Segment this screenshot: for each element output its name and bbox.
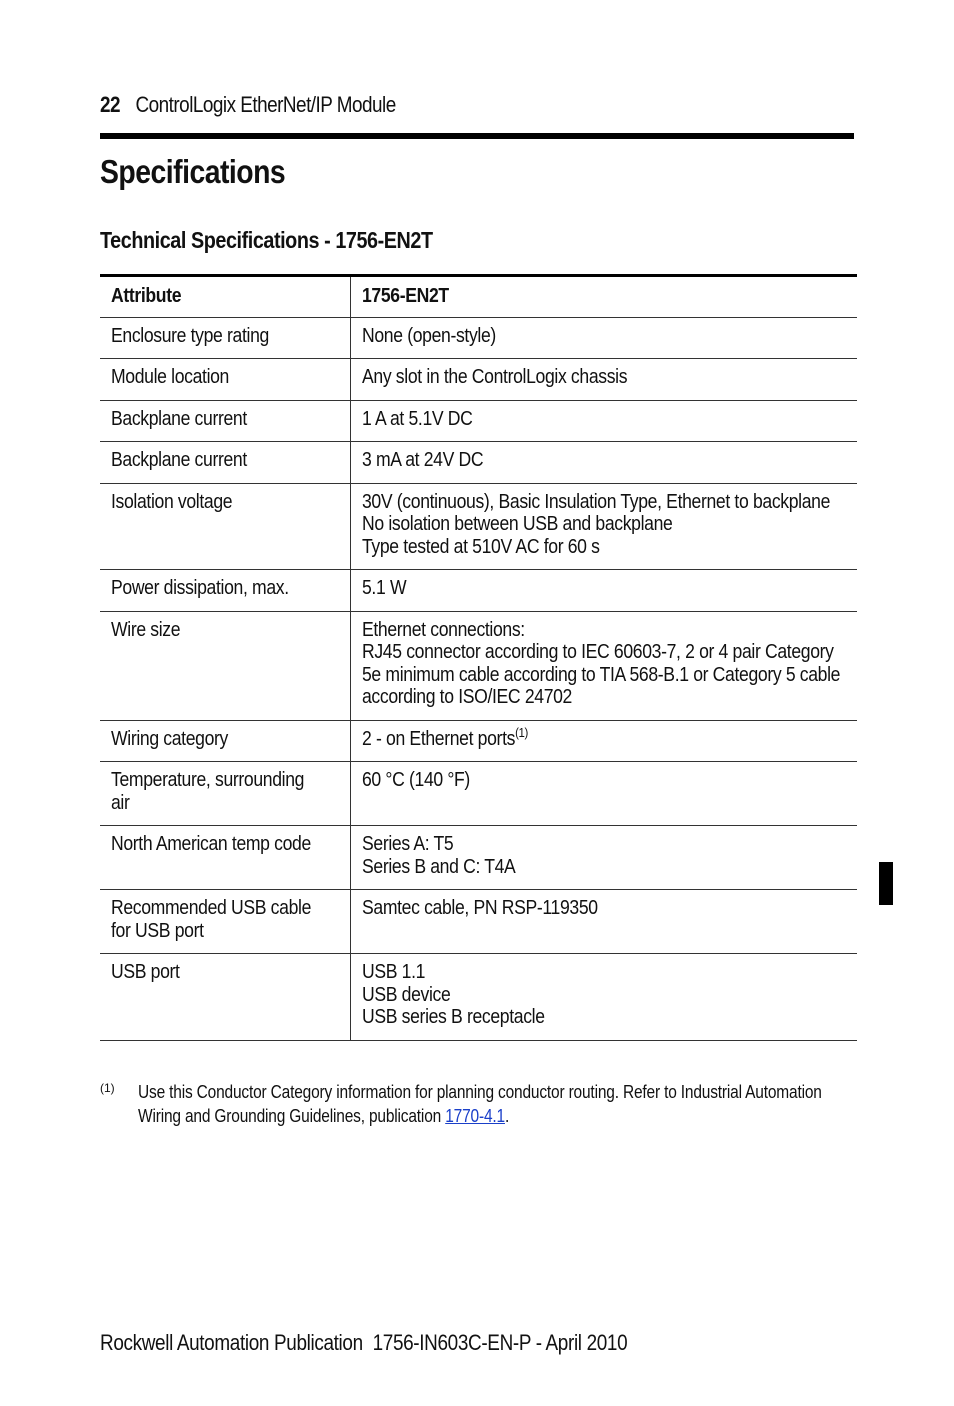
value-line: Samtec cable, PN RSP-119350 xyxy=(362,897,598,919)
value-cell xyxy=(351,483,858,570)
value-cell xyxy=(351,762,858,826)
value-line: 5.1 W xyxy=(362,577,407,599)
value-cell xyxy=(351,359,858,401)
value-line: No isolation between USB and backplane xyxy=(362,513,673,535)
value-cell xyxy=(351,720,858,762)
value-line: Any slot in the ControlLogix chassis xyxy=(362,366,628,388)
value-line: None (open-style) xyxy=(362,324,496,347)
table-header-row xyxy=(100,276,857,318)
attribute-cell: Recommended USB cable for USB port xyxy=(100,890,351,954)
footnote-reference: (1) xyxy=(515,724,529,740)
value-line: 3 mA at 24V DC xyxy=(362,449,484,471)
value-cell xyxy=(351,890,858,954)
table-row xyxy=(100,720,857,762)
attribute-cell: Backplane current xyxy=(100,442,351,484)
page-footer: Rockwell Automation Publication 1756-IN603C-EN-P - April 2010 xyxy=(100,1330,628,1355)
value-line: Type tested at 510V AC for 60 s xyxy=(362,535,600,558)
table-row xyxy=(100,483,857,570)
table-title: Technical Specifications - 1756-EN2T xyxy=(100,227,433,253)
table-row xyxy=(100,611,857,720)
value-cell xyxy=(351,317,858,359)
table-row xyxy=(100,570,857,612)
value-line: 30V (continuous), Basic Insulation Type, Ethernet to backplane xyxy=(362,490,831,513)
table-row xyxy=(100,317,857,359)
table-row xyxy=(100,890,857,954)
table-body xyxy=(100,317,857,1040)
value-line: 60 °C (140 °F) xyxy=(362,769,470,791)
value-line: RJ45 connector according to IEC 60603-7, 2 or 4 pair Category 5e minimum cable according to TIA 568-B.1 or Category 5 cable according to ISO/IEC 24702 xyxy=(362,641,841,708)
table-row xyxy=(100,826,857,890)
value-cell xyxy=(351,954,858,1041)
value-cell xyxy=(351,826,858,890)
column-header-attribute: Attribute xyxy=(100,276,351,318)
table-row xyxy=(100,762,857,826)
table-row xyxy=(100,359,857,401)
value-line: Series A: T5 xyxy=(362,833,454,855)
table-row xyxy=(100,442,857,484)
attribute-cell: Wiring category xyxy=(100,720,351,762)
attribute-cell: Isolation voltage xyxy=(100,483,351,570)
value-line: Series B and C: T4A xyxy=(362,855,516,878)
attribute-cell: Temperature, surrounding air xyxy=(100,762,351,826)
attribute-cell: USB port xyxy=(100,954,351,1041)
column-header-model: 1756-EN2T xyxy=(362,285,449,307)
value-cell xyxy=(351,442,858,484)
attribute-cell: Wire size xyxy=(100,611,351,720)
publication-link[interactable]: 1770-4.1 xyxy=(445,1106,505,1126)
value-line: Ethernet connections: xyxy=(362,618,525,641)
spec-table xyxy=(100,274,857,1041)
page-number: 22 xyxy=(100,92,121,117)
table-row xyxy=(100,954,857,1041)
table-row xyxy=(100,400,857,442)
attribute-cell: Enclosure type rating xyxy=(100,317,351,359)
value-line: USB device xyxy=(362,983,451,1006)
value-cell xyxy=(351,611,858,720)
section-title: Specifications xyxy=(100,153,286,190)
value-line: 2 - on Ethernet ports$^{(1)}$ xyxy=(362,724,529,750)
value-cell xyxy=(351,400,858,442)
value-line: 1 A at 5.1V DC xyxy=(362,407,473,430)
attribute-cell: North American temp code xyxy=(100,826,351,890)
value-cell xyxy=(351,570,858,612)
header-rule xyxy=(100,133,854,139)
value-line: USB 1.1 xyxy=(362,961,426,983)
attribute-cell: Module location xyxy=(100,359,351,401)
attribute-cell: Backplane current xyxy=(100,400,351,442)
header-title: ControlLogix EtherNet/IP Module xyxy=(135,92,396,117)
attribute-cell: Power dissipation, max. xyxy=(100,570,351,612)
footnote-text: Use this Conductor Category information for planning conductor routing. Refer to Industrial Automation Wiring and Grounding Guidelines, publication 1770-4.1. xyxy=(138,1082,822,1126)
value-line: USB series B receptacle xyxy=(362,1006,545,1028)
page-header xyxy=(100,92,748,118)
footnote-marker: (1) xyxy=(100,1081,115,1095)
thumb-tab-marker xyxy=(879,862,893,905)
